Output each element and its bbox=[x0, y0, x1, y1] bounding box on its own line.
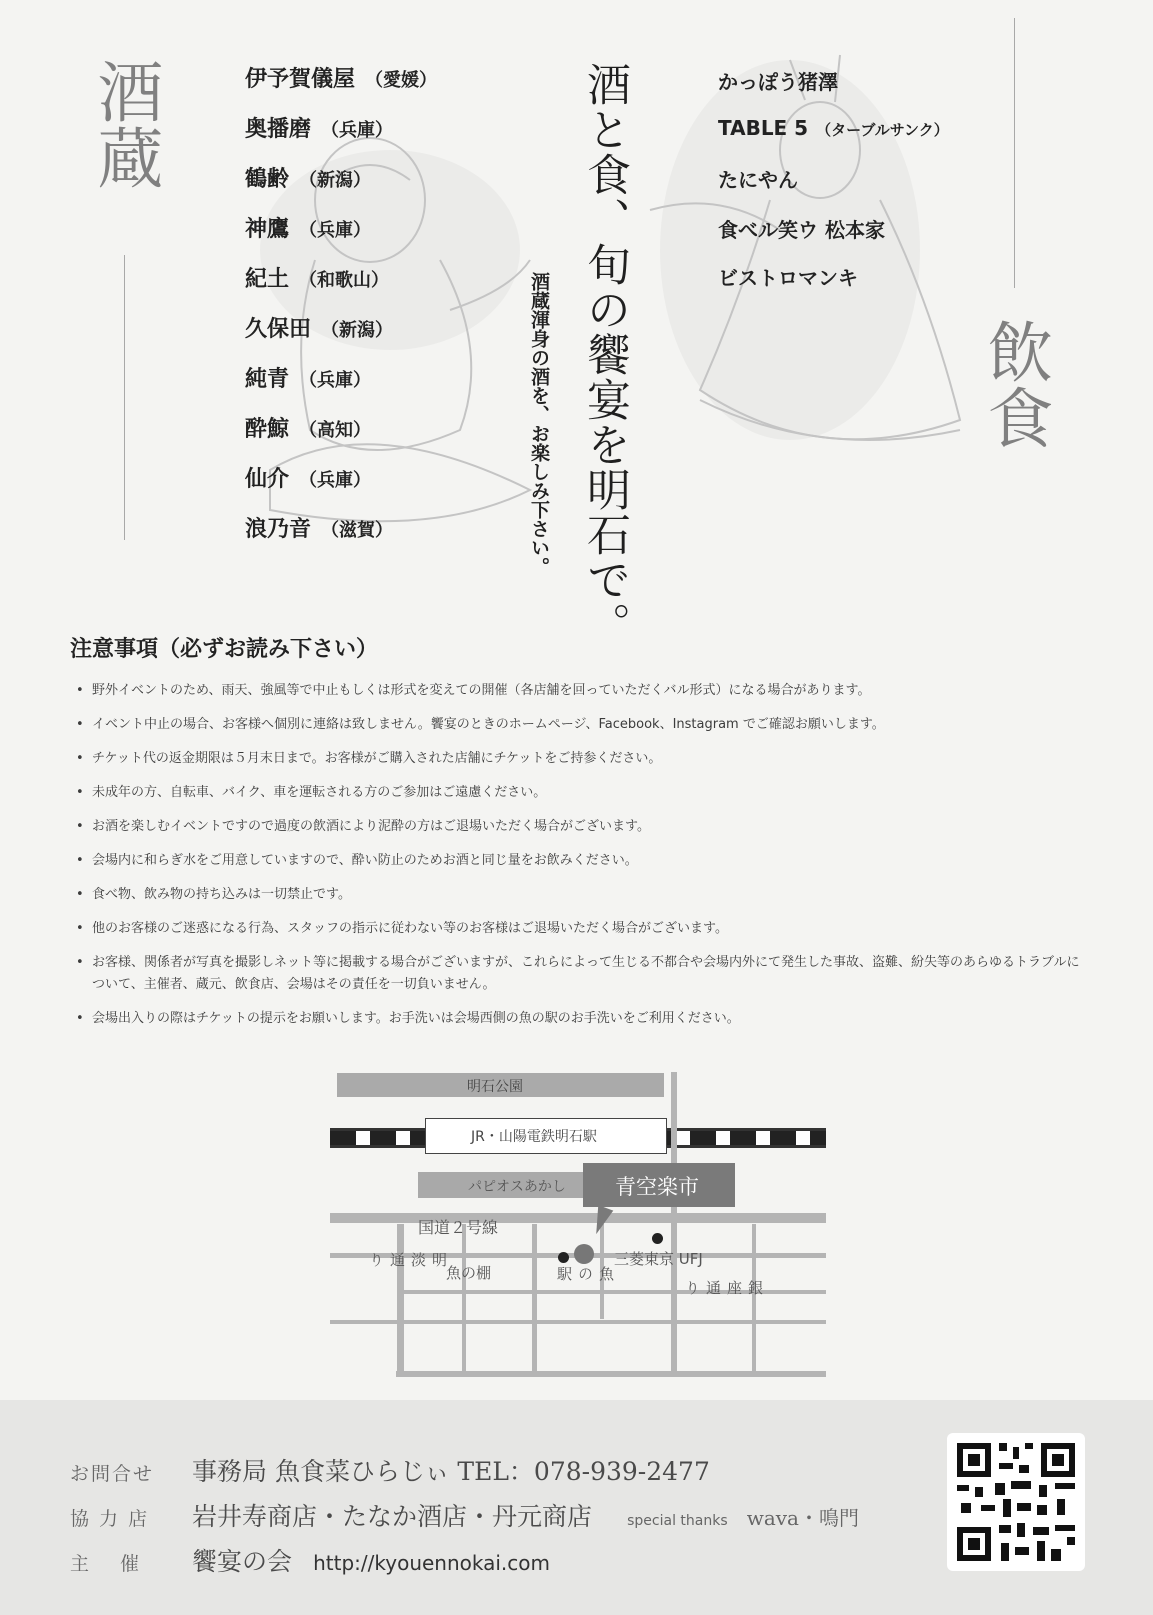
contact-label: お問合せ bbox=[70, 1463, 155, 1485]
brewery-item: 伊予賀儀屋 （愛媛） bbox=[245, 67, 438, 92]
uonoeki-dot bbox=[558, 1252, 569, 1263]
partners-row bbox=[70, 1497, 859, 1533]
ginza-road bbox=[671, 1072, 677, 1376]
park-block bbox=[337, 1073, 664, 1097]
route2-label: 国道２号線 bbox=[418, 1218, 499, 1237]
host-url-link[interactable]: http://kyouennokai.com bbox=[313, 1551, 551, 1575]
brewery-item: 久保田 （新潟） bbox=[245, 317, 394, 342]
contact-value: 事務局 魚食菜ひらじぃ TEL：078-939-2477 bbox=[192, 1457, 710, 1486]
meitan-road bbox=[397, 1224, 404, 1374]
notice-item: • お客様、関係者が写真を撮影しネット等に掲載する場合がございますが、これらによって生じる不都合や会場内外にて発生した事故、盗難、紛失等のあらゆるトラブルについて、主催者、蔵元、飲食店、会場はその責任を一切負いません。 bbox=[76, 952, 1086, 996]
qr-code-graphic bbox=[947, 1433, 1085, 1571]
host-label: 主 催 bbox=[70, 1553, 142, 1575]
brewery-item: 仙介 （兵庫） bbox=[245, 467, 372, 492]
sake-breweries-heading: 酒蔵 bbox=[85, 58, 163, 190]
meitan-label: 明淡通り bbox=[367, 1252, 448, 1267]
venue-marker bbox=[574, 1244, 594, 1264]
main-title: 酒と食、旬の饗宴を明石で。 bbox=[579, 62, 630, 647]
notice-item: • 未成年の方、自転車、バイク、車を運転される方のご参加はご遠慮ください。 bbox=[76, 782, 1086, 804]
road-horizontal bbox=[396, 1371, 826, 1377]
contact-row bbox=[70, 1452, 710, 1488]
brewery-item: 純青 （兵庫） bbox=[245, 367, 372, 392]
notice-item: • 他のお客様のご迷惑になる行為、スタッフの指示に従わない等のお客様はご退場いただく場合がございます。 bbox=[76, 918, 1086, 940]
uonoeki-label: 魚の駅 bbox=[555, 1266, 615, 1281]
qr-code-icon[interactable] bbox=[947, 1433, 1085, 1571]
pavio-label: パピオスあかし bbox=[468, 1179, 566, 1195]
thanks-label: special thanks bbox=[627, 1513, 728, 1529]
restaurant-item: かっぽう猪澤 bbox=[718, 70, 838, 94]
pavio-block bbox=[418, 1172, 594, 1198]
bank-label: 三菱東京 UFJ bbox=[614, 1250, 703, 1268]
notices-list bbox=[76, 680, 1086, 1042]
right-divider bbox=[1014, 18, 1015, 288]
sub-title: 酒蔵渾身の酒を、お楽しみ下さい。 bbox=[528, 272, 550, 576]
restaurant-item: TABLE 5 （ターブルサンク） bbox=[718, 116, 949, 140]
bank-dot bbox=[652, 1233, 663, 1244]
restaurant-item: ビストロマンキ bbox=[718, 266, 858, 290]
notices-title: 注意事項（必ずお読み下さい） bbox=[70, 637, 379, 662]
host-row bbox=[70, 1542, 550, 1578]
partners-value: 岩井寿商店・たなか酒店・丹元商店 bbox=[192, 1502, 593, 1531]
brewery-item: 酔鯨 （高知） bbox=[245, 417, 372, 442]
restaurant-item: たにやん bbox=[718, 168, 798, 192]
notice-item: • 会場内に和らぎ水をご用意していますので、酔い防止のためお酒と同じ量をお飲みください。 bbox=[76, 850, 1086, 872]
ginza-label: 銀座通り bbox=[683, 1280, 764, 1295]
road-vertical bbox=[752, 1224, 756, 1374]
station-box bbox=[425, 1118, 667, 1154]
venue-box bbox=[583, 1163, 735, 1207]
park-label: 明石公園 bbox=[467, 1079, 523, 1095]
venue-label: 青空楽市 bbox=[615, 1175, 699, 1199]
host-value: 饗宴の会 bbox=[192, 1547, 293, 1576]
restaurant-item: 食べル笑ウ 松本家 bbox=[718, 218, 885, 242]
station-label: JR・山陽電鉄明石駅 bbox=[471, 1129, 597, 1145]
route2-road bbox=[330, 1213, 826, 1223]
brewery-item: 紀土 （和歌山） bbox=[245, 267, 390, 292]
notice-item: • 野外イベントのため、雨天、強風等で中止もしくは形式を変えての開催（各店舗を回っていただくバル形式）になる場合があります。 bbox=[76, 680, 1086, 702]
partners-label: 協 力 店 bbox=[70, 1508, 150, 1530]
notice-item: • イベント中止の場合、お客様へ個別に連絡は致しません。饗宴のときのホームページ、Facebook、Instagram でご確認お願いします。 bbox=[76, 714, 1086, 736]
notice-item: • 食べ物、飲み物の持ち込みは一切禁止です。 bbox=[76, 884, 1086, 906]
thanks-value: wava・鳴門 bbox=[746, 1506, 859, 1530]
food-drink-heading: 飲食 bbox=[975, 318, 1053, 450]
brewery-item: 神鷹 （兵庫） bbox=[245, 217, 372, 242]
notice-item: • チケット代の返金期限は５月末日まで。お客様がご購入された店舗にチケットをご持参ください。 bbox=[76, 748, 1086, 770]
notice-item: • お酒を楽しむイベントですので過度の飲酒により泥酔の方はご退場いただく場合がございます。 bbox=[76, 816, 1086, 838]
road-vertical bbox=[532, 1224, 537, 1376]
brewery-item: 奥播磨 （兵庫） bbox=[245, 117, 394, 142]
notice-item: • 会場出入りの際はチケットの提示をお願いします。お手洗いは会場西側の魚の駅のお手洗いをご利用ください。 bbox=[76, 1008, 1086, 1030]
uonotana-label: 魚の棚 bbox=[446, 1264, 492, 1282]
brewery-item: 鶴齢 （新潟） bbox=[245, 167, 372, 192]
brewery-item: 浪乃音 （滋賀） bbox=[245, 517, 394, 542]
road-vertical bbox=[462, 1224, 466, 1374]
left-divider bbox=[124, 255, 125, 540]
